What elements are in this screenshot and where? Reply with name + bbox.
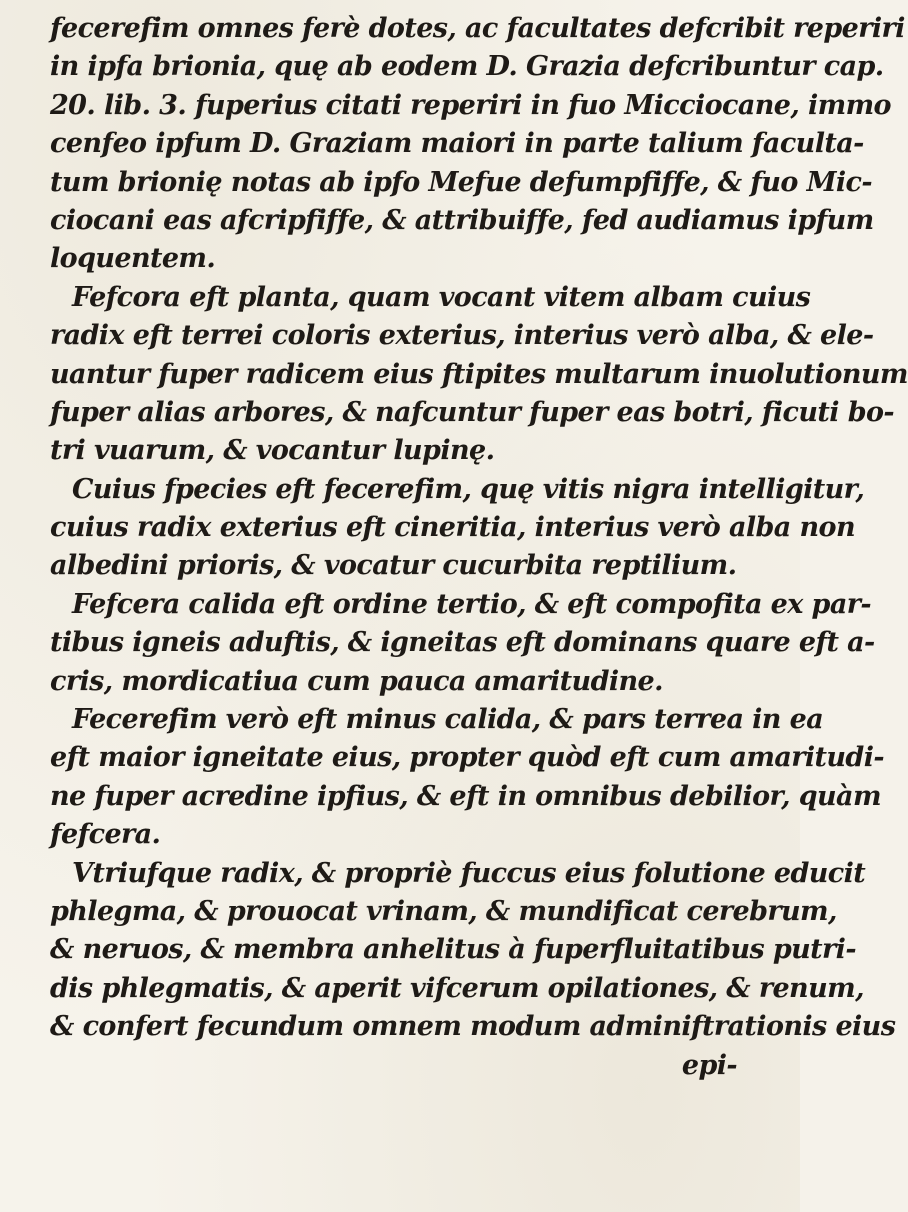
- text-line: dis phlegmatis, & aperit vifcerum opilationes, & renum,: [50, 972, 864, 1004]
- text-line: in ipfa brionia, quę ab eodem D. Grazia defcribuntur cap.: [50, 51, 884, 83]
- text-line: & neruos, & membra anhelitus à fuperfluitatibus putri-: [50, 934, 856, 966]
- text-line: cenfeo ipfum D. Graziam maiori in parte talium faculta-: [50, 128, 864, 160]
- text-line: Vtriufque radix, & propriè fuccus eius folutione educit: [72, 857, 866, 889]
- text-line: fuper alias arbores, & nafcuntur fuper eas botri, ficuti bo-: [50, 396, 894, 428]
- text-line: tum brionię notas ab ipfo Mefue defumpfiffe, & fuo Mic-: [50, 166, 872, 198]
- text-line: ciocani eas afcripfiffe, & attribuiffe, fed audiamus ipfum: [50, 204, 874, 236]
- text-line: 20. lib. 3. fuperius citati reperiri in fuo Micciocane, immo: [50, 89, 891, 121]
- text-line: fecerefim omnes ferè dotes, ac facultates defcribit reperiri: [50, 13, 905, 44]
- text-line: fefcera.: [50, 819, 161, 851]
- text-line: cuius radix exterius eft cineritia, interius verò alba non: [50, 512, 855, 544]
- text-line: Fecerefim verò eft minus calida, & pars terrea in ea: [72, 704, 824, 736]
- text-line: Fefcera calida eft ordine tertio, & eft compofita ex par-: [72, 588, 871, 620]
- text-line: uantur fuper radicem eius ftipites multarum inuolutionum: [50, 358, 908, 390]
- text-line: tibus igneis aduftis, & igneitas eft dominans quare eft a-: [50, 627, 875, 659]
- text-line: eft maior igneitate eius, propter quòd eft cum amaritudi-: [50, 742, 884, 774]
- catchword: epi-: [681, 1049, 737, 1081]
- text-line: albedini prioris, & vocatur cucurbita reptilium.: [50, 550, 737, 582]
- text-line: cris, mordicatiua cum pauca amaritudine.: [50, 665, 663, 697]
- text-line: tri vuarum, & vocantur lupinę.: [50, 435, 495, 467]
- text-line: ne fuper acredine ipfius, & eft in omnibus debilior, quàm: [50, 780, 881, 812]
- latin-text-body: [50, 10, 908, 1085]
- text-line: loquentem.: [50, 243, 216, 275]
- text-line: & confert fecundum omnem modum adminiftrationis eius: [50, 1011, 896, 1043]
- text-line: Cuius fpecies eft fecerefim, quę vitis nigra intelligitur,: [72, 473, 865, 505]
- text-line: radix eft terrei coloris exterius, interius verò alba, & ele-: [50, 320, 874, 352]
- text-line: phlegma, & prouocat vrinam, & mundificat cerebrum,: [50, 895, 837, 927]
- text-line: Fefcora eft planta, quam vocant vitem albam cuius: [72, 281, 811, 313]
